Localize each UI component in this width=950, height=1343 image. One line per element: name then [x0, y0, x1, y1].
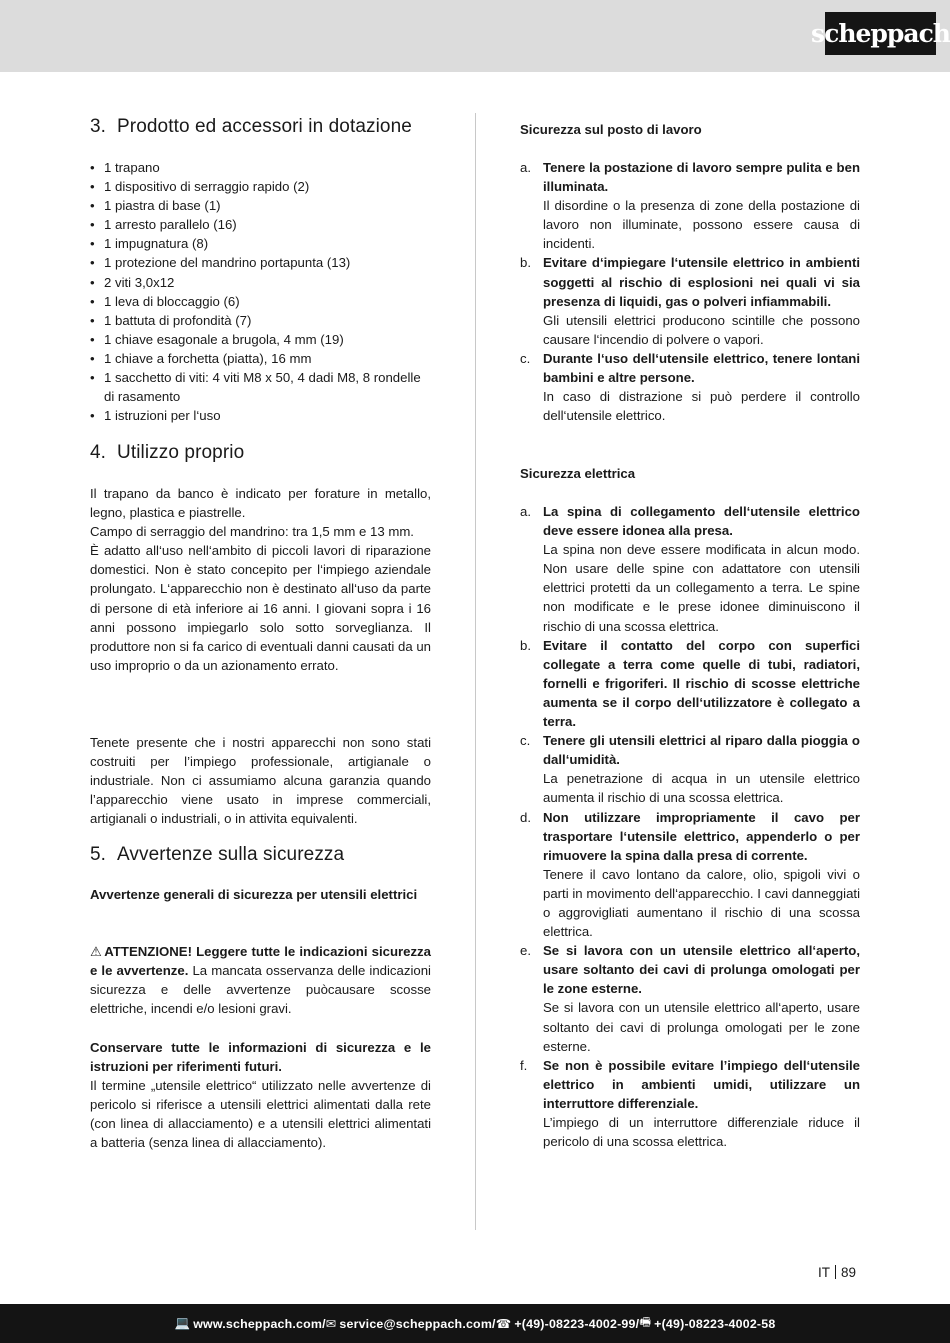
intended-use-paragraph: Il trapano da banco è indicato per forature in metallo, legno, plastica e piastrelle.: [90, 486, 431, 521]
list-item: • 1 leva di bloccaggio (6): [90, 292, 431, 311]
warning-triangle-icon: ⚠: [90, 944, 103, 959]
section-number: 5.: [90, 844, 107, 865]
section-4: [90, 440, 431, 466]
keep-info-heading: Conservare tutte le informazioni di sicurezza e le istruzioni per riferimenti futuri.: [90, 1040, 431, 1075]
section-5: [90, 842, 431, 868]
warning-paragraph: [90, 942, 431, 1018]
fax-icon: 🖷: [639, 1315, 652, 1329]
column-divider: [475, 113, 476, 1230]
footer-separator: /: [635, 1316, 640, 1331]
usage-restrictions-paragraph: È adatto all‘uso nell‘ambito di piccoli lavori di riparazione domestici. Non è stato concepito per l‘impiego aziendale prolungato. L‘apparecchio non è destinato all‘uso da parte di persone di età inferiore ai 16 anni. I giovani sopra i 16 anni possono impiegarlo solo sotto sorveglianza. Il produttore non si fa carico di eventuali danni causati da un uso improprio o da un azionamento errato.: [90, 543, 431, 673]
general-safety-subheading-block: [90, 885, 431, 904]
list-item-letter: e.: [520, 943, 531, 959]
language-code: IT: [818, 1265, 830, 1280]
list-item-letter: c.: [520, 733, 531, 749]
list-item-description: Se si lavora con un utensile elettrico all‘aperto, usare soltanto dei cavi di prolunga omologati per le zone esterne.: [543, 1000, 860, 1054]
list-item: • 1 trapano: [90, 158, 431, 177]
footer-separator: /: [322, 1316, 326, 1331]
electrical-safety-heading: Sicurezza elettrica: [520, 466, 636, 481]
list-item-title: Evitare il contatto del corpo con superfici collegate a terra come quelle di tubi, radiatori, fornelli e frigoriferi. Il rischio di scosse elettriche aumenta se il corpo dell‘utilizzatore è collegato a terra.: [543, 637, 860, 730]
list-item: • 1 dispositivo di serraggio rapido (2): [90, 177, 431, 196]
footer-bar: [0, 1304, 950, 1343]
list-item-title: Durante l‘uso dell‘utensile elettrico, tenere lontani bambini e altre persone.: [543, 350, 860, 386]
warning-block: [90, 942, 431, 1018]
list-item: • 1 protezione del mandrino portapunta (13): [90, 253, 431, 272]
accessories-list: [90, 158, 431, 425]
section-title: Avvertenze sulla sicurezza: [117, 844, 345, 865]
scheppach-logo: scheppach: [825, 12, 936, 55]
list-item: • 1 piastra di base (1): [90, 196, 431, 215]
electrical-safety-heading-block: [520, 464, 860, 483]
page-number: [818, 1265, 856, 1280]
keep-info-block: [90, 1038, 431, 1153]
list-item: [520, 636, 860, 731]
list-item-description: L’impiego di un interruttore differenziale riduce il pericolo di una scossa elettrica.: [543, 1115, 860, 1150]
list-item-letter: f.: [520, 1057, 528, 1073]
list-item: • 1 arresto parallelo (16): [90, 215, 431, 234]
list-item-title: Se non è possibile evitare l’impiego dell‘utensile elettrico in ambienti umidi, utilizzare un interruttore differenziale.: [543, 1057, 860, 1111]
list-item-letter: a.: [520, 160, 531, 175]
general-safety-subheading: Avvertenze generali di sicurezza per utensili elettrici: [90, 887, 418, 902]
warranty-block: [90, 733, 431, 828]
workplace-safety-heading-block: [520, 120, 860, 139]
list-item-description: Gli utensili elettrici producono scintille che possono causare l‘incendio di polvere o vapori.: [543, 312, 860, 347]
list-item-letter: b.: [520, 637, 531, 653]
section-title: Utilizzo proprio: [117, 442, 245, 463]
page-number-separator: [835, 1265, 836, 1279]
list-item-letter: d.: [520, 809, 531, 825]
list-item-title: Tenere gli utensili elettrici al riparo dalla pioggia o dall‘umidità.: [543, 733, 860, 768]
list-item: • 1 impugnatura (8): [90, 234, 431, 253]
list-item: • 1 sacchetto di viti: 4 viti M8 x 50, 4 dadi M8, 8 rondelle di rasamento: [90, 368, 431, 406]
warning-text: La mancata osservanza delle indicazioni sicurezza e delle avvertenze puòcausare scosse elettriche, incendi e/o lesioni gravi.: [90, 963, 431, 1017]
workplace-safety-heading: Sicurezza sul posto di lavoro: [520, 122, 702, 137]
section-title: Prodotto ed accessori in dotazione: [117, 116, 412, 137]
list-item-title: Se si lavora con un utensile elettrico all‘aperto, usare soltanto dei cavi di prolunga omologati per le zone esterne.: [543, 943, 860, 997]
list-item: [520, 1056, 860, 1151]
list-item-description: In caso di distrazione si può perdere il controllo dell‘utensile elettrico.: [543, 389, 860, 424]
list-item-title: Tenere la postazione di lavoro sempre pulita e ben illuminata.: [543, 160, 860, 195]
list-item: • 1 chiave a forchetta (piatta), 16 mm: [90, 349, 431, 368]
list-item: [520, 349, 860, 425]
section-number: 4.: [90, 442, 107, 463]
phone-number: +(49)-08223-4002-99: [514, 1316, 636, 1331]
website-link[interactable]: www.scheppach.com: [193, 1316, 323, 1331]
list-item-description: Il disordine o la presenza di zone della postazione di lavoro non illuminate, possono essere causa di incidenti.: [543, 198, 860, 252]
list-item-letter: c.: [520, 350, 531, 366]
list-item-description: Tenere il cavo lontano da calore, olio, spigoli vivi o parti in movimento dell‘apparecchio. I cavi danneggiati o aggrovigliati aumentano il rischio di una scossa elettrica.: [543, 866, 860, 940]
list-item: [520, 941, 860, 1056]
section-3: [90, 114, 431, 140]
chuck-range-paragraph: Campo di serraggio del mandrino: tra 1,5 mm e 13 mm.: [90, 524, 414, 540]
list-item-letter: a.: [520, 504, 531, 519]
header-bar: [0, 0, 950, 72]
list-item: • 1 istruzioni per l‘uso: [90, 406, 431, 425]
section-number: 3.: [90, 116, 107, 137]
list-item: [520, 731, 860, 807]
list-item: • 1 battuta di profondità (7): [90, 311, 431, 330]
electrical-safety-list: [520, 502, 860, 1151]
email-icon: ✉: [325, 1317, 337, 1331]
section-3-heading: [90, 114, 431, 140]
warranty-paragraph: Tenete presente che i nostri apparecchi non sono stati costruiti per l’impiego professionale, artigianale o industriale. Non ci assumiamo alcuna garanzia quando l’apparecchio viene usato in imprese commerciali, artigianali o industriali, o in attivita equivalenti.: [90, 735, 431, 827]
page-number-value: 89: [841, 1265, 857, 1280]
list-item-description: La spina non deve essere modificata in alcun modo. Non usare delle spine con adattatore con utensili elettrici protetti da un collegamento a terra. Le spine non modificate e le prese idonee diminuiscono il rischio di una scossa elettrica.: [543, 542, 860, 634]
list-item-title: Non utilizzare impropriamente il cavo per trasportare l‘utensile elettrico, appenderlo o per rimuovere la spina dalla presa di corrente.: [543, 809, 860, 863]
footer-separator: /: [492, 1316, 496, 1331]
list-item: [520, 158, 860, 253]
list-item: [520, 253, 860, 348]
fax-number: +(49)-08223-4002-58: [654, 1316, 776, 1331]
list-item: [520, 808, 860, 942]
list-item: • 2 viti 3,0x12: [90, 273, 431, 292]
section-4-body: [90, 484, 431, 675]
list-item: [520, 502, 860, 636]
keep-info-paragraph: Il termine „utensile elettrico“ utilizzato nelle avvertenze di pericolo si riferisce a utensili elettrici alimentati dalla rete (con linea di allacciamento) e a utensili elettrici alimentati a batteria (senza linea di allacciamento).: [90, 1078, 431, 1151]
warning-bold-text: ATTENZIONE! Leggere tutte le indicazioni sicurezza e le avvertenze.: [90, 944, 431, 979]
workplace-safety-list: [520, 158, 860, 425]
list-item-title: Evitare d‘impiegare l‘utensile elettrico in ambienti soggetti al rischio di esplosioni nei quali vi sia presenza di liquidi, gas o polveri infiammabili.: [543, 255, 860, 309]
list-item: • 1 chiave esagonale a brugola, 4 mm (19): [90, 330, 431, 349]
list-item-letter: b.: [520, 255, 531, 271]
section-5-heading: [90, 842, 431, 868]
email-link[interactable]: service@scheppach.com: [339, 1316, 493, 1331]
list-item-title: La spina di collegamento dell‘utensile elettrico deve essere idonea alla presa.: [543, 504, 860, 539]
list-item-description: La penetrazione di acqua in un utensile elettrico aumenta il rischio di una scossa elettrica.: [543, 771, 860, 806]
phone-icon: ☎: [495, 1317, 512, 1331]
computer-icon: 💻: [174, 1316, 191, 1330]
section-4-heading: [90, 440, 431, 466]
